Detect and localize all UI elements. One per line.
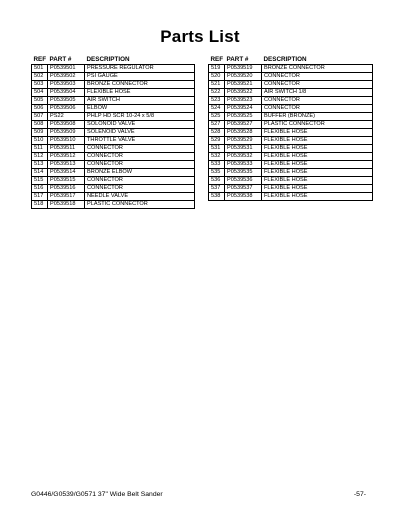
table-row: [32, 169, 195, 177]
cell-description: FLEXIBLE HOSE: [262, 129, 373, 137]
cell-part-number: P0539521: [225, 81, 262, 89]
cell-ref: 522: [209, 89, 225, 97]
cell-description: AIR SWITCH 1/8: [262, 89, 373, 97]
table-row: [32, 145, 195, 153]
table-row: [209, 153, 373, 161]
cell-description: FLEXIBLE HOSE: [262, 169, 373, 177]
cell-description: FLEXIBLE HOSE: [262, 145, 373, 153]
cell-part-number: P0539518: [48, 201, 85, 209]
cell-part-number: PS22: [48, 113, 85, 121]
cell-ref: 511: [32, 145, 48, 153]
cell-ref: 524: [209, 105, 225, 113]
header-ref: REF: [210, 56, 224, 63]
table-row: [209, 161, 373, 169]
cell-description: SOLENOID VALVE: [85, 129, 195, 137]
table-header-row: [209, 55, 373, 65]
table-row: [209, 121, 373, 129]
cell-part-number: P0539519: [225, 65, 262, 73]
cell-ref: 523: [209, 97, 225, 105]
cell-description: CONNECTOR: [85, 145, 195, 153]
cell-ref: 514: [32, 169, 48, 177]
parts-table-left: [31, 55, 195, 209]
cell-ref: 513: [32, 161, 48, 169]
table-row: [32, 161, 195, 169]
cell-ref: 504: [32, 89, 48, 97]
cell-ref: 518: [32, 201, 48, 209]
cell-part-number: P0539531: [225, 145, 262, 153]
table-row: [209, 185, 373, 193]
cell-ref: 521: [209, 81, 225, 89]
cell-part-number: P0539516: [48, 185, 85, 193]
cell-part-number: P0539514: [48, 169, 85, 177]
table-row: [209, 129, 373, 137]
cell-ref: 517: [32, 193, 48, 201]
cell-ref: 505: [32, 97, 48, 105]
table-row: [32, 65, 195, 73]
cell-ref: 528: [209, 129, 225, 137]
parts-table-right-body: [209, 65, 373, 201]
cell-ref: 510: [32, 137, 48, 145]
page-title: Parts List: [160, 27, 240, 46]
cell-ref: 536: [209, 177, 225, 185]
cell-description: CONNECTOR: [262, 81, 373, 89]
table-row: [209, 97, 373, 105]
cell-description: BRONZE CONNECTOR: [85, 81, 195, 89]
cell-ref: 512: [32, 153, 48, 161]
cell-ref: 503: [32, 81, 48, 89]
cell-part-number: P0539522: [225, 89, 262, 97]
cell-part-number: P0539529: [225, 137, 262, 145]
cell-part-number: P0539504: [48, 89, 85, 97]
cell-description: FLEXIBLE HOSE: [262, 161, 373, 169]
cell-ref: 508: [32, 121, 48, 129]
cell-part-number: P0539508: [48, 121, 85, 129]
cell-description: FLEXIBLE HOSE: [262, 153, 373, 161]
header-part: PART #: [226, 56, 249, 63]
cell-part-number: P0539527: [225, 121, 262, 129]
cell-ref: 520: [209, 73, 225, 81]
cell-part-number: P0539501: [48, 65, 85, 73]
table-row: [209, 81, 373, 89]
header-description: DESCRIPTION: [263, 56, 307, 63]
cell-part-number: P0539532: [225, 153, 262, 161]
cell-ref: 535: [209, 169, 225, 177]
cell-description: CONNECTOR: [262, 97, 373, 105]
cell-description: BRONZE ELBOW: [85, 169, 195, 177]
table-row: [209, 113, 373, 121]
table-row: [32, 113, 195, 121]
cell-description: PLASTIC CONNECTOR: [262, 121, 373, 129]
cell-part-number: P0539536: [225, 177, 262, 185]
cell-ref: 533: [209, 161, 225, 169]
cell-description: CONNECTOR: [262, 105, 373, 113]
table-row: [32, 73, 195, 81]
cell-description: PHLP HD SCR 10-24 x 5/8: [85, 113, 195, 121]
cell-part-number: P0539523: [225, 97, 262, 105]
cell-ref: 531: [209, 145, 225, 153]
footer-model: G0446/G0539/G0571 37" Wide Belt Sander: [31, 491, 163, 498]
table-row: [32, 185, 195, 193]
table-row: [32, 193, 195, 201]
cell-part-number: P0539517: [48, 193, 85, 201]
cell-part-number: P0539535: [225, 169, 262, 177]
cell-part-number: P0539520: [225, 73, 262, 81]
cell-ref: 501: [32, 65, 48, 73]
cell-description: CONNECTOR: [85, 153, 195, 161]
table-row: [209, 105, 373, 113]
header-part: PART #: [49, 56, 72, 63]
table-row: [209, 137, 373, 145]
cell-ref: 527: [209, 121, 225, 129]
cell-description: ELBOW: [85, 105, 195, 113]
header-description: DESCRIPTION: [86, 56, 130, 63]
parts-table-left-body: [32, 65, 195, 209]
cell-description: FLEXIBLE HOSE: [262, 177, 373, 185]
cell-description: FLEXIBLE HOSE: [262, 185, 373, 193]
table-row: [32, 177, 195, 185]
parts-table-right: [208, 55, 373, 201]
cell-part-number: P0539503: [48, 81, 85, 89]
cell-part-number: P0539506: [48, 105, 85, 113]
table-row: [32, 129, 195, 137]
cell-description: CONNECTOR: [85, 177, 195, 185]
cell-ref: 502: [32, 73, 48, 81]
cell-part-number: P0539533: [225, 161, 262, 169]
cell-part-number: P0539513: [48, 161, 85, 169]
cell-ref: 509: [32, 129, 48, 137]
cell-description: CONNECTOR: [85, 161, 195, 169]
cell-description: FLEXIBLE HOSE: [262, 193, 373, 201]
cell-description: PLASTIC CONNECTOR: [85, 201, 195, 209]
cell-part-number: P0539524: [225, 105, 262, 113]
cell-part-number: P0539511: [48, 145, 85, 153]
cell-ref: 525: [209, 113, 225, 121]
cell-part-number: P0539537: [225, 185, 262, 193]
table-row: [32, 201, 195, 209]
cell-part-number: P0539515: [48, 177, 85, 185]
table-row: [32, 81, 195, 89]
cell-part-number: P0539510: [48, 137, 85, 145]
cell-ref: 519: [209, 65, 225, 73]
cell-description: PSI GAUGE: [85, 73, 195, 81]
cell-part-number: P0539502: [48, 73, 85, 81]
cell-description: PRESSURE REGULATOR: [85, 65, 195, 73]
table-row: [209, 145, 373, 153]
table-row: [32, 97, 195, 105]
table-row: [32, 121, 195, 129]
cell-ref: 515: [32, 177, 48, 185]
cell-part-number: P0539512: [48, 153, 85, 161]
header-ref: REF: [33, 56, 47, 63]
cell-description: FLEXIBLE HOSE: [85, 89, 195, 97]
table-row: [32, 89, 195, 97]
cell-description: BUFFER (BRONZE): [262, 113, 373, 121]
cell-ref: 532: [209, 153, 225, 161]
cell-description: CONNECTOR: [262, 73, 373, 81]
cell-description: NEEDLE VALVE: [85, 193, 195, 201]
cell-ref: 507: [32, 113, 48, 121]
cell-description: FLEXIBLE HOSE: [262, 137, 373, 145]
table-row: [209, 73, 373, 81]
cell-ref: 506: [32, 105, 48, 113]
cell-ref: 516: [32, 185, 48, 193]
cell-part-number: P0539505: [48, 97, 85, 105]
footer-page-number: -57-: [353, 491, 366, 498]
table-header-row: [32, 55, 195, 65]
cell-part-number: P0539528: [225, 129, 262, 137]
cell-description: AIR SWITCH: [85, 97, 195, 105]
cell-description: BRONZE CONNECTOR: [262, 65, 373, 73]
table-row: [32, 105, 195, 113]
cell-description: THROTTLE VALVE: [85, 137, 195, 145]
table-row: [209, 89, 373, 97]
cell-ref: 538: [209, 193, 225, 201]
table-row: [209, 169, 373, 177]
cell-description: CONNECTOR: [85, 185, 195, 193]
table-row: [209, 193, 373, 201]
table-row: [209, 65, 373, 73]
cell-part-number: P0539509: [48, 129, 85, 137]
cell-part-number: P0539538: [225, 193, 262, 201]
cell-part-number: P0539525: [225, 113, 262, 121]
cell-ref: 537: [209, 185, 225, 193]
table-row: [32, 153, 195, 161]
cell-ref: 529: [209, 137, 225, 145]
table-row: [32, 137, 195, 145]
cell-description: SOLONOID VALVE: [85, 121, 195, 129]
table-row: [209, 177, 373, 185]
